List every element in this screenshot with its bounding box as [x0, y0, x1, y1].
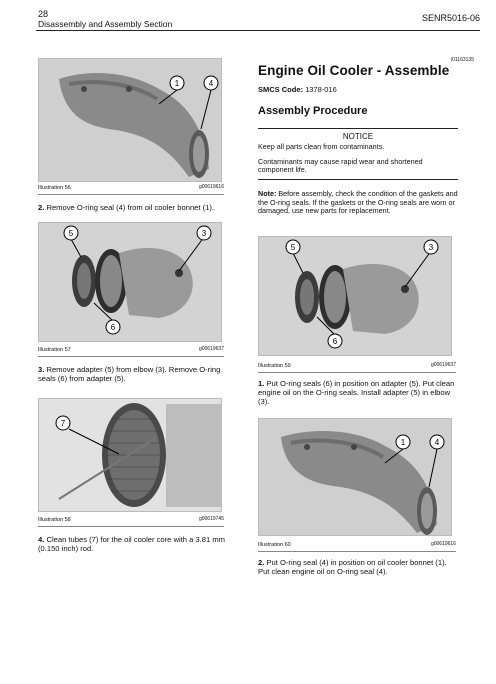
callout-7: 7	[60, 419, 66, 428]
illustration-58-photo	[38, 398, 222, 512]
callout-5: 5	[68, 229, 74, 238]
illustration-58-code: g00619745	[198, 516, 224, 522]
callout-4: 4	[434, 438, 440, 447]
callout-3: 3	[201, 229, 207, 238]
notice-text-1: Keep all parts clean from contaminants.	[258, 142, 385, 151]
illustration-57-photo	[38, 222, 222, 342]
document-code: SENR5016-06	[421, 13, 480, 23]
page-number: 28	[38, 9, 49, 19]
illustration-56-rule	[38, 194, 224, 195]
right-step-1: 1. Put O-ring seals (6) in position on adapter (5). Put clean engine oil on the O-ring seals. Install adapter (5) in elbow (3).	[258, 379, 455, 406]
illustration-60-photo	[258, 418, 452, 536]
left-step-3: 3. Remove adapter (5) from elbow (3). Remove O-ring seals (6) from adapter (5).	[38, 365, 221, 383]
illustration-56-photo	[38, 58, 222, 182]
callout-4: 4	[208, 79, 214, 88]
illustration-57-code: g00619637	[198, 346, 224, 352]
right-step-2: 2. Put O-ring seal (4) in position on oil cooler bonnet (1). Put clean engine oil on O-ring seal (4).	[258, 558, 447, 576]
callout-1: 1	[400, 438, 406, 447]
callout-3: 3	[428, 243, 434, 252]
callout-6: 6	[110, 323, 116, 332]
illustration-56-code: g00619616	[198, 184, 224, 190]
illustration-57-label: Illustration 57	[38, 347, 71, 353]
illustration-59-code: g00619637	[430, 362, 456, 368]
illustration-58-rule	[38, 526, 224, 527]
illustration-58-label: Illustration 58	[38, 517, 71, 523]
callout-6: 6	[332, 337, 338, 346]
section-title: Disassembly and Assembly Section	[38, 19, 173, 29]
notice-box	[258, 128, 458, 180]
illustration-59-photo	[258, 236, 452, 356]
callout-1: 1	[174, 79, 180, 88]
illustration-60-label: Illustration 60	[258, 542, 291, 548]
illustration-57-rule	[38, 356, 224, 357]
page-title: Engine Oil Cooler - Assemble	[258, 63, 450, 78]
illustration-59-label: Illustration 59	[258, 363, 291, 369]
illustration-60-code: g00619616	[430, 541, 456, 547]
illustration-60-rule	[258, 551, 456, 552]
left-step-4: 4. Clean tubes (7) for the oil cooler core with a 3.81 mm (0.150 inch) rod.	[38, 535, 226, 553]
illustration-59-rule	[258, 372, 456, 373]
left-step-2: 2. Remove O-ring seal (4) from oil cooler bonnet (1).	[38, 203, 215, 212]
notice-heading: NOTICE	[342, 132, 374, 141]
smcs-code: SMCS Code: 1378-016	[258, 85, 337, 94]
notice-text-2: Contaminants may cause rapid wear and shortened component life.	[258, 156, 423, 174]
header-divider	[36, 30, 480, 31]
illustration-56-label: Illustration 56	[38, 185, 71, 191]
assembly-note: Note: Before assembly, check the condition of the gaskets and the O-ring seals. If the gaskets or the O-ring seals are worn or damaged, use new parts for replacement.	[258, 189, 458, 215]
topic-id: i01163135	[451, 57, 474, 63]
procedure-heading: Assembly Procedure	[258, 105, 368, 117]
callout-5: 5	[290, 243, 296, 252]
